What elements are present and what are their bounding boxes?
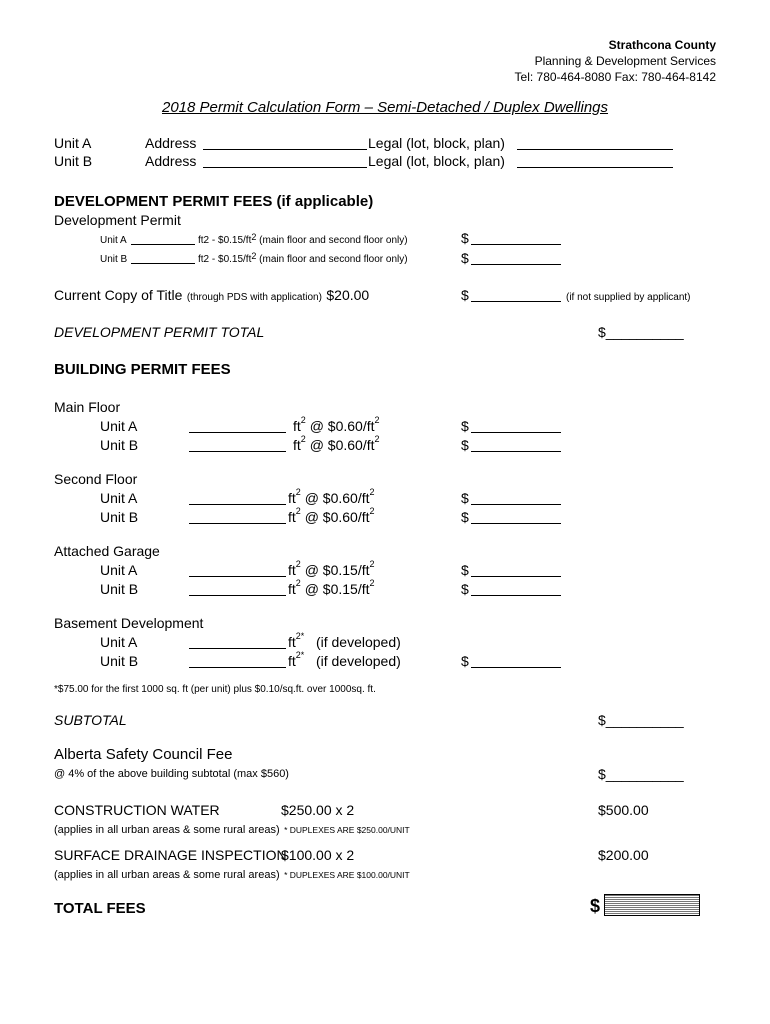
subtotal-amount-field[interactable]: $__________ <box>598 712 684 728</box>
main-unit-a-rate: $ft^2$ @ $\$0.60/ft^2$ <box>293 415 380 434</box>
second-unit-b-dollar: $ <box>461 509 469 525</box>
basement-unit-a-rate: $ft^{2*}$ (if developed) <box>288 631 401 650</box>
basement-unit-b-label: Unit B <box>100 653 139 669</box>
basement-heading: Basement Development <box>54 615 204 631</box>
total-fees-dollar: $ <box>590 896 601 916</box>
second-floor-heading: Second Floor <box>54 471 138 487</box>
main-unit-b-dollar: $ <box>461 437 469 453</box>
second-unit-b-area-field[interactable] <box>189 513 286 524</box>
garage-unit-b-rate: $ft^2$ @ $\$0.15/ft^2$ <box>288 578 375 597</box>
garage-unit-a-rate: $ft^2$ @ $\$0.15/ft^2$ <box>288 559 375 578</box>
legal-label-a: Legal (lot, block, plan) <box>368 135 505 151</box>
main-unit-b-area-field[interactable] <box>189 441 286 452</box>
second-unit-b-rate: $ft^2$ @ $\$0.60/ft^2$ <box>288 506 375 525</box>
garage-heading: Attached Garage <box>54 543 160 559</box>
subtotal-label: SUBTOTAL <box>54 712 127 728</box>
address-a-field[interactable] <box>203 139 367 150</box>
main-unit-b-rate: $ft^2$ @ $\$0.60/ft^2$ <box>293 434 380 453</box>
second-unit-a-amount-field[interactable] <box>471 494 561 505</box>
garage-unit-b-amount-field[interactable] <box>471 585 561 596</box>
basement-unit-b-rate: $ft^{2*}$ (if developed) <box>288 650 401 669</box>
dept-name: Planning & Development Services <box>534 54 716 68</box>
legal-a-field[interactable] <box>517 139 673 150</box>
dev-unit-b-dollar: $ <box>461 250 469 266</box>
copy-title-amount-field[interactable] <box>471 291 561 302</box>
main-unit-a-label: Unit A <box>100 418 138 434</box>
basement-unit-a-area-field[interactable] <box>189 638 286 649</box>
dev-total-label: DEVELOPMENT PERMIT TOTAL <box>54 324 265 340</box>
copy-title-dollar: $ <box>461 287 469 303</box>
address-b-field[interactable] <box>203 157 367 168</box>
water-label: CONSTRUCTION WATER <box>54 802 220 818</box>
second-unit-a-dollar: $ <box>461 490 469 506</box>
garage-unit-a-label: Unit A <box>100 562 138 578</box>
second-unit-a-area-field[interactable] <box>189 494 286 505</box>
dev-unit-b-label: Unit B <box>100 254 128 265</box>
drainage-rate: $100.00 x 2 <box>281 847 355 863</box>
garage-unit-a-area-field[interactable] <box>189 566 286 577</box>
address-label-a: Address <box>145 135 197 151</box>
drainage-note-row: (applies in all urban areas & some rural areas) * DUPLEXES ARE $100.00/UNIT <box>54 869 410 881</box>
basement-footnote: *$75.00 for the first 1000 sq. ft (per unit) plus $0.10/sq.ft. over 1000sq. ft. <box>54 684 376 695</box>
water-rate: $250.00 x 2 <box>281 802 355 818</box>
org-name: Strathcona County <box>608 38 716 52</box>
main-unit-a-area-field[interactable] <box>189 422 286 433</box>
water-total: $500.00 <box>598 802 649 818</box>
dev-unit-a-area-field[interactable] <box>131 235 195 245</box>
legal-label-b: Legal (lot, block, plan) <box>368 153 505 169</box>
basement-dollar: $ <box>461 653 469 669</box>
copy-title-note: (if not supplied by applicant) <box>566 292 691 303</box>
safety-fee-label: Alberta Safety Council Fee <box>54 746 233 763</box>
garage-unit-a-dollar: $ <box>461 562 469 578</box>
drainage-total: $200.00 <box>598 847 649 863</box>
second-unit-b-amount-field[interactable] <box>471 513 561 524</box>
dev-fees-heading: DEVELOPMENT PERMIT FEES (if applicable) <box>54 193 374 210</box>
garage-unit-b-dollar: $ <box>461 581 469 597</box>
main-unit-a-dollar: $ <box>461 418 469 434</box>
second-unit-a-label: Unit A <box>100 490 138 506</box>
water-note-row: (applies in all urban areas & some rural areas) * DUPLEXES ARE $250.00/UNIT <box>54 824 410 836</box>
main-unit-b-label: Unit B <box>100 437 139 453</box>
dev-total-amount-field[interactable]: $__________ <box>598 324 684 340</box>
main-unit-a-amount-field[interactable] <box>471 422 561 433</box>
dev-unit-b-rate: $ft2 - \$0.15/ft^2$ (main floor and second floor only) <box>198 251 408 265</box>
garage-unit-b-label: Unit B <box>100 581 139 597</box>
dev-unit-a-amount-field[interactable] <box>471 234 561 245</box>
main-unit-b-amount-field[interactable] <box>471 441 561 452</box>
total-fees-field[interactable] <box>604 894 700 916</box>
safety-fee-amount-field[interactable]: $__________ <box>598 766 684 782</box>
building-fees-heading: BUILDING PERMIT FEES <box>54 361 231 378</box>
legal-b-field[interactable] <box>517 157 673 168</box>
total-fees-label: TOTAL FEES <box>54 900 146 917</box>
dev-unit-b-amount-field[interactable] <box>471 254 561 265</box>
unit-b-label: Unit B <box>54 153 93 169</box>
second-unit-a-rate: $ft^2$ @ $\$0.60/ft^2$ <box>288 487 375 506</box>
form-title: 2018 Permit Calculation Form – Semi-Detached / Duplex Dwellings <box>161 99 609 116</box>
unit-a-label: Unit A <box>54 135 92 151</box>
basement-unit-b-area-field[interactable] <box>189 657 286 668</box>
second-unit-b-label: Unit B <box>100 509 139 525</box>
safety-fee-note: @ 4% of the above building subtotal (max $560) <box>54 768 289 780</box>
basement-amount-field[interactable] <box>471 657 561 668</box>
address-label-b: Address <box>145 153 197 169</box>
contact-info: Tel: 780-464-8080 Fax: 780-464-8142 <box>514 70 716 84</box>
garage-unit-a-amount-field[interactable] <box>471 566 561 577</box>
dev-permit-subheading: Development Permit <box>54 212 181 228</box>
drainage-label: SURFACE DRAINAGE INSPECTION <box>54 847 287 863</box>
dev-unit-b-area-field[interactable] <box>131 254 195 264</box>
dev-unit-a-rate: $ft2 - \$0.15/ft^2$ (main floor and second floor only) <box>198 232 408 246</box>
basement-unit-a-label: Unit A <box>100 634 138 650</box>
dev-unit-a-label: Unit A <box>100 235 127 246</box>
dev-unit-a-dollar: $ <box>461 230 469 246</box>
copy-title-row: Current Copy of Title (through PDS with application) $20.00 <box>54 287 370 303</box>
garage-unit-b-area-field[interactable] <box>189 585 286 596</box>
main-floor-heading: Main Floor <box>54 399 121 415</box>
